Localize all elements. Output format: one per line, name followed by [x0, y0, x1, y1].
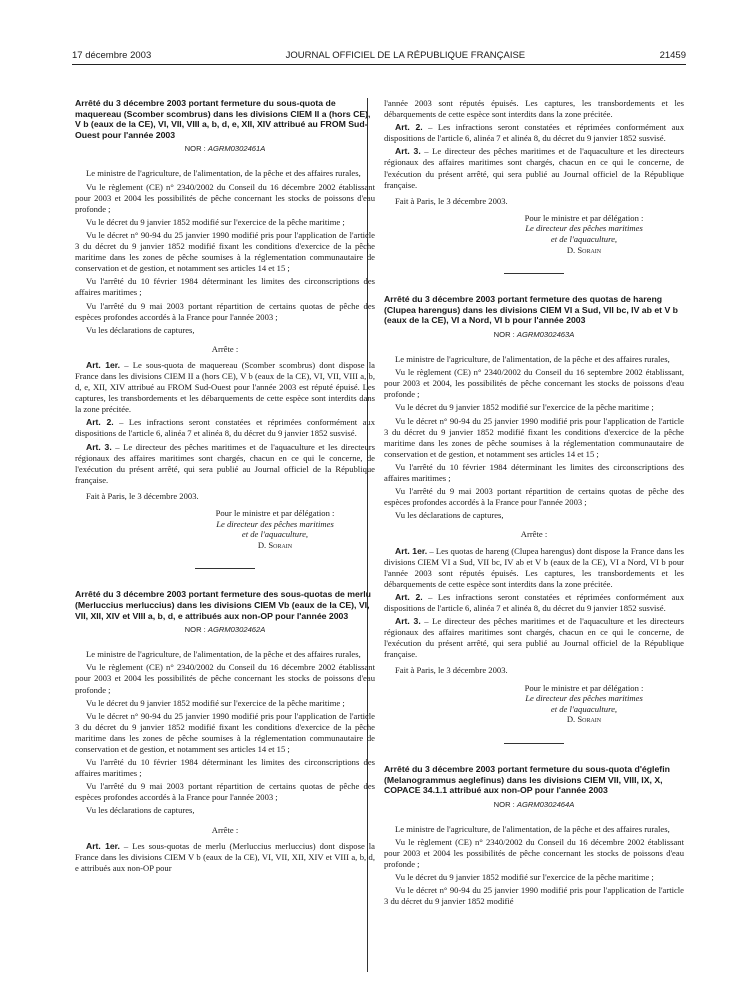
article-number: Art. 2.	[395, 591, 423, 602]
preamble-paragraph: Vu l'arrêté du 9 mai 2003 portant répartition de certains quotas de pêche des espèces profondes accordés à la France pour l'année 2003 ;	[75, 781, 375, 803]
preamble-paragraph: Vu le décret du 9 janvier 1852 modifié sur l'exercice de la pêche maritime ;	[395, 402, 654, 413]
preamble-paragraph: Vu les déclarations de captures,	[395, 510, 504, 521]
article-number: Art. 2.	[395, 122, 423, 133]
arrete-hareng	[384, 294, 684, 725]
article-number: Art. 3.	[395, 616, 421, 627]
article-number: Art. 2.	[86, 417, 114, 428]
header-page-number: 21459	[659, 49, 686, 61]
article-text: – Les quotas de hareng (Clupea harengus) dont dispose la France dans les divisions CIEM VI a Sud, VII bc, IV ab et V b (eaux de la CE), VI a Nord, VI b pour l'année 2003 sont réputés épuisés. Les captures, les transbordements et les débarquements de cette espèce sont interdits dans la zone précitée.	[384, 545, 684, 589]
signature-line: Pour le ministre et par délégation :	[524, 212, 644, 223]
arrete-title: Arrêté du 3 décembre 2003 portant fermeture du sous-quota de maquereau (Scomber scombrus) dans les divisions CIEM II a (hors CE), V b (eaux de la CE), VI, VII, VIII a, b, d, e, XII, XIV attribué au FROM Sud-Ouest pour l'année 2003	[75, 98, 371, 140]
nor-code: AGRM0302461A	[207, 144, 266, 154]
preamble-paragraph: Vu les déclarations de captures,	[86, 805, 195, 816]
preamble-paragraph: Vu le décret n° 90-94 du 25 janvier 1990 modifié pris pour l'application de l'article 3 du décret du 9 janvier 1852 modifié fixant les conditions d'exercice de la pêche maritime dans les zones de pêche soumises à la réglementation communautaire de conservation et de gestion, et notamment ses articles 14 et 15 ;	[75, 229, 375, 274]
preamble-paragraph: Vu le règlement (CE) n° 2340/2002 du Conseil du 16 décembre 2002 établissant pour 2003 et 2004 les possibilités de pêche concernant les stocks de poissons d'eau profonde ;	[75, 662, 375, 695]
right-column	[384, 98, 684, 909]
article-text: – Le directeur des pêches maritimes et de l'aquaculture et les directeurs régionaux des affaires maritimes sont chargés, chacun en ce qui le concerne, de l'exécution du présent arrêté, qui sera publié au Journal officiel de la République française.	[75, 441, 376, 485]
signatory-name: D. Sorain	[566, 714, 602, 725]
signature-line: Pour le ministre et par délégation :	[524, 682, 644, 693]
arrete-title: Arrêté du 3 décembre 2003 portant fermeture des sous-quotas de merlu (Merluccius merluccius) dans les divisions CIEM Vb (eaux de la CE), VI, VII, XII, XIV et VIII a, b, d, e attribués aux non-OP pour l'année 2003	[75, 589, 371, 621]
nor-code: AGRM0302464A	[516, 799, 575, 809]
fait-a-paris: Fait à Paris, le 3 décembre 2003.	[395, 665, 508, 676]
article-number: Art. 1er.	[86, 840, 120, 851]
signature-line: et de l'aquaculture,	[550, 234, 618, 245]
header-journal-title: JOURNAL OFFICIEL DE LA RÉPUBLIQUE FRANÇAISE	[285, 49, 526, 61]
article	[384, 146, 684, 190]
arrete-eglefin	[384, 764, 684, 908]
article-text: – Les sous-quotas de merlu (Merluccius merluccius) dont dispose la France dans les divisions CIEM V b (eaux de la CE), VI, VII, XII, XIV et VIII a, b, d, e attribués aux non-OP pour	[75, 840, 375, 873]
article-text: – Le directeur des pêches maritimes et de l'aquaculture et les directeurs régionaux des affaires maritimes sont chargés, chacun en ce qui le concerne, de l'exécution du présent arrêté, qui sera publié au Journal officiel de la République française.	[384, 146, 685, 190]
signature-block	[484, 213, 684, 255]
preamble-paragraph: Vu l'arrêté du 10 février 1984 déterminant les limites des circonscriptions des affaires maritimes ;	[75, 757, 375, 779]
article	[75, 442, 375, 486]
article-number: Art. 1er.	[395, 545, 428, 556]
signature-line: Pour le ministre et par délégation :	[215, 508, 335, 518]
signatory-name: D. Sorain	[257, 539, 293, 550]
preamble-paragraph: Vu le décret du 9 janvier 1852 modifié sur l'exercice de la pêche maritime ;	[86, 216, 345, 227]
article-number: Art. 3.	[86, 441, 112, 452]
signature-line: Le directeur des pêches maritimes	[525, 693, 643, 704]
nor-reference	[384, 329, 684, 340]
arrete-word: Arrête :	[211, 343, 239, 354]
preamble-paragraph: Vu l'arrêté du 9 mai 2003 portant répartition de certains quotas de pêche des espèces profondes accordés à la France pour l'année 2003 ;	[75, 300, 375, 322]
nor-label: NOR :	[493, 799, 517, 809]
arrete-maquereau	[75, 98, 375, 550]
arrete-title: Arrêté du 3 décembre 2003 portant fermeture des quotas de hareng (Clupea harengus) dans les divisions CIEM VI a Sud, VII bc, IV ab et V b (eaux de la CE), VI a Nord, VI b pour l'année 2003	[384, 294, 678, 326]
signature-block	[484, 683, 684, 725]
arrete-merlu	[75, 589, 375, 874]
article	[75, 360, 375, 415]
preamble-paragraph: Vu le décret n° 90-94 du 25 janvier 1990 modifié pris pour l'application de l'article 3 du décret du 9 janvier 1852 modifié fixant les conditions d'exercice de la pêche maritime dans les zones de pêche soumises à la réglementation communautaire de conservation et de gestion, et notamment ses articles 14 et 15 ;	[75, 710, 375, 754]
fait-a-paris: Fait à Paris, le 3 décembre 2003.	[86, 490, 199, 501]
article	[75, 841, 375, 874]
article-continuation: l'année 2003 sont réputés épuisés. Les captures, les transbordements et les débarquements de cette espèce sont interdits dans la zone précitée.	[384, 98, 684, 120]
article-number: Art. 1er.	[86, 359, 121, 370]
article-text: – Les infractions seront constatées et réprimées conformément aux dispositions de l'article 6, alinéa 7 et alinéa 8, du décret du 9 janvier 1852 susvisé.	[384, 591, 684, 613]
article	[75, 417, 375, 439]
nor-label: NOR :	[184, 625, 208, 635]
section-separator	[504, 273, 564, 274]
preamble-paragraph: Le ministre de l'agriculture, de l'alimentation, de la pêche et des affaires rurales,	[395, 354, 670, 365]
signature-line: Le directeur des pêches maritimes	[216, 518, 334, 529]
header-date: 17 décembre 2003	[72, 49, 152, 61]
signature-line: Le directeur des pêches maritimes	[525, 223, 643, 234]
preamble-paragraph: Vu le règlement (CE) n° 2340/2002 du Conseil du 16 décembre 2002 établissant pour 2003 et 2004 les possibilités de pêche concernant les stocks de poissons d'eau profonde ;	[384, 836, 684, 870]
article	[384, 616, 684, 660]
arrete-word: Arrête :	[520, 529, 548, 540]
preamble-paragraph: Le ministre de l'agriculture, de l'alimentation, de la pêche et des affaires rurales,	[86, 168, 361, 179]
article-text: – Les infractions seront constatées et réprimées conformément aux dispositions de l'article 6, alinéa 7 et alinéa 8, du décret du 9 janvier 1852 susvisé.	[75, 417, 375, 439]
article-number: Art. 3.	[395, 146, 421, 157]
preamble-paragraph: Vu l'arrêté du 10 février 1984 déterminant les limites des circonscriptions des affaires maritimes ;	[75, 276, 375, 298]
article-text: – Le sous-quota de maquereau (Scomber scombrus) dont dispose la France dans les divisions CIEM II a (hors CE), V b (eaux de la CE), VI, VII, VIII a, b, d, e, XII, XIV attribué au FROM Sud-Ouest pour l'année 2003 est réputé épuisé. Les captures, les transbordements et les débarquements de cette espèce sont interdits dans la zone précitée.	[75, 359, 375, 415]
preamble-paragraph: Vu le décret n° 90-94 du 25 janvier 1990 modifié pris pour l'application de l'article 3 du décret du 9 janvier 1852 modifié	[384, 885, 684, 907]
arrete-merlu-continued	[384, 98, 684, 255]
preamble-paragraph: Le ministre de l'agriculture, de l'alimentation, de la pêche et des affaires rurales,	[395, 823, 670, 834]
preamble-paragraph: Vu l'arrêté du 9 mai 2003 portant répartition de certains quotas de pêche des espèces profondes accordés à la France pour l'année 2003 ;	[384, 486, 684, 508]
preamble-paragraph: Vu le décret n° 90-94 du 25 janvier 1990 modifié pris pour l'application de l'article 3 du décret du 9 janvier 1852 modifié fixant les conditions d'exercice de la pêche maritime dans les zones de pêche soumises à la réglementation communautaire de conservation et de gestion, et notamment ses articles 14 et 15 ;	[384, 415, 684, 459]
left-column	[75, 98, 375, 876]
nor-label: NOR :	[184, 144, 208, 154]
article-text: – Le directeur des pêches maritimes et de l'aquaculture et les directeurs régionaux des affaires maritimes sont chargés, chacun en ce qui le concerne, de l'exécution du présent arrêté, qui sera publié au Journal officiel de la République française.	[384, 616, 685, 660]
preamble-paragraph: Vu l'arrêté du 10 février 1984 déterminant les limites des circonscriptions des affaires maritimes ;	[384, 461, 684, 484]
fait-a-paris: Fait à Paris, le 3 décembre 2003.	[395, 195, 508, 206]
page-header	[72, 48, 686, 62]
nor-reference	[75, 143, 375, 154]
nor-code: AGRM0302462A	[207, 625, 266, 635]
preamble-paragraph: Le ministre de l'agriculture, de l'alimentation, de la pêche et des affaires rurales,	[86, 649, 361, 660]
signatory-name: D. Sorain	[566, 244, 602, 255]
preamble-paragraph: Vu les déclarations de captures,	[86, 324, 195, 335]
arrete-word: Arrête :	[211, 824, 239, 835]
preamble-paragraph: Vu le décret du 9 janvier 1852 modifié sur l'exercice de la pêche maritime ;	[86, 697, 345, 708]
preamble-paragraph: Vu le décret du 9 janvier 1852 modifié sur l'exercice de la pêche maritime ;	[395, 872, 654, 883]
nor-reference	[75, 624, 375, 635]
article-text: – Les infractions seront constatées et réprimées conformément aux dispositions de l'article 6, alinéa 7 et alinéa 8, du décret du 9 janvier 1852 susvisé.	[384, 122, 684, 144]
nor-reference	[384, 799, 684, 810]
section-separator	[195, 568, 255, 569]
signature-line: et de l'aquaculture,	[550, 703, 618, 714]
signature-block	[175, 508, 375, 550]
article	[384, 546, 684, 590]
signature-line: et de l'aquaculture,	[241, 529, 309, 540]
header-rule	[72, 64, 686, 65]
preamble-paragraph: Vu le règlement (CE) n° 2340/2002 du Conseil du 16 septembre 2002 établissant, pour 2003 et 2004, les possibilités de pêche concernant les stocks de poissons d'eau profonde ;	[384, 367, 684, 400]
article	[384, 592, 684, 614]
article	[384, 122, 684, 144]
arrete-title: Arrêté du 3 décembre 2003 portant fermeture du sous-quota d'églefin (Melanogrammus aeglefinus) dans les divisions CIEM VII, VIII, IX, X, COPACE 34.1.1 attribué aux non-OP pour l'année 2003	[384, 763, 670, 796]
nor-code: AGRM0302463A	[516, 330, 575, 339]
nor-label: NOR :	[493, 330, 517, 339]
preamble-paragraph: Vu le règlement (CE) n° 2340/2002 du Conseil du 16 décembre 2002 établissant pour 2003 et 2004 les possibilités de pêche concernant les stocks de poissons d'eau profonde ;	[75, 181, 375, 214]
section-separator	[504, 743, 564, 744]
